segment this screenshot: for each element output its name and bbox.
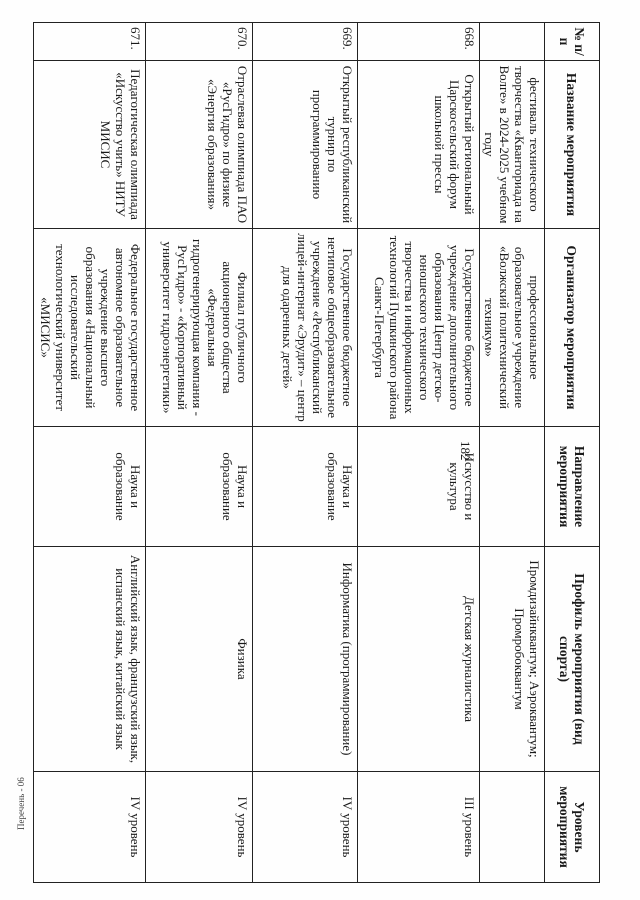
row-name: Открытый республиканский турнир по программированию <box>253 61 358 229</box>
header-level: Уровень мероприятия <box>545 772 600 883</box>
header-organizer: Организатор мероприятия <box>545 229 600 427</box>
row-level <box>480 772 545 883</box>
row-level: IV уровень <box>253 772 358 883</box>
rotated-table-wrapper <box>40 22 600 882</box>
row-profile: Детская журналистика <box>358 547 480 772</box>
row-level: IV уровень <box>146 772 253 883</box>
row-profile: Английский язык, французский язык, испанский язык, китайский язык <box>34 547 146 772</box>
row-name: Открытый региональный Царскосельский форум школьной прессы <box>358 61 480 229</box>
row-organizer: профессиональное образовательное учреждение «Волжский политехнический техникум» <box>480 229 545 427</box>
row-organizer: Федеральное государственное автономное образовательное учреждение высшего образования «Национальный исследовательский технологический университет «МИСИС» <box>34 229 146 427</box>
row-profile: Промдизайнквантум; Аэроквантум; Промробоквантум <box>480 547 545 772</box>
table-row <box>480 23 545 883</box>
row-name: Педагогическая олимпиада «Искусство учить» НИТУ МИСИС <box>34 61 146 229</box>
row-organizer: Государственное бюджетное учреждение дополнительного образования Центр детско-юношеского технического творчества и информационных технологий Пушкинского района Санкт-Петербурга <box>358 229 480 427</box>
row-direction: Искусство и культура <box>358 427 480 547</box>
table-header-row <box>545 23 600 883</box>
row-num: 668. <box>358 23 480 61</box>
header-name: Название мероприятия <box>545 61 600 229</box>
row-name: Отраслевая олимпиада ПАО «РусГидро» по физике «Энергия образования» <box>146 61 253 229</box>
row-direction: Наука и образование <box>253 427 358 547</box>
page-number: 182 <box>458 441 473 461</box>
row-profile: Информатика (программирование) <box>253 547 358 772</box>
row-profile: Физика <box>146 547 253 772</box>
row-organizer: Государственное бюджетное нетиповое общеобразовательное учреждение «Республиканский лицей-интернат «Эрудит» – центр для одаренных детей» <box>253 229 358 427</box>
row-num: 669. <box>253 23 358 61</box>
header-num: № п/п <box>545 23 600 61</box>
row-level: IV уровень <box>34 772 146 883</box>
row-direction: Наука и образование <box>146 427 253 547</box>
header-profile: Профиль мероприятия (вид спорта) <box>545 547 600 772</box>
row-name: фестиваль технического творчества «Кванториада на Волге» в 2024-2025 учебном году <box>480 61 545 229</box>
events-table <box>33 22 600 883</box>
row-direction <box>480 427 545 547</box>
table-row <box>253 23 358 883</box>
row-organizer: Филиал публичного акционерного общества «Федеральная гидрогенерирующая компания - РусГидро» - «Корпоративный университет гидроэнергетики» <box>146 229 253 427</box>
row-num: 671. <box>34 23 146 61</box>
row-num <box>480 23 545 61</box>
row-num: 670. <box>146 23 253 61</box>
row-direction: Наука и образование <box>34 427 146 547</box>
table-row <box>146 23 253 883</box>
footer-note: Перечень - 06 <box>16 777 26 830</box>
table-row <box>358 23 480 883</box>
table-row <box>34 23 146 883</box>
header-direction: Направление мероприятия <box>545 427 600 547</box>
row-level: III уровень <box>358 772 480 883</box>
